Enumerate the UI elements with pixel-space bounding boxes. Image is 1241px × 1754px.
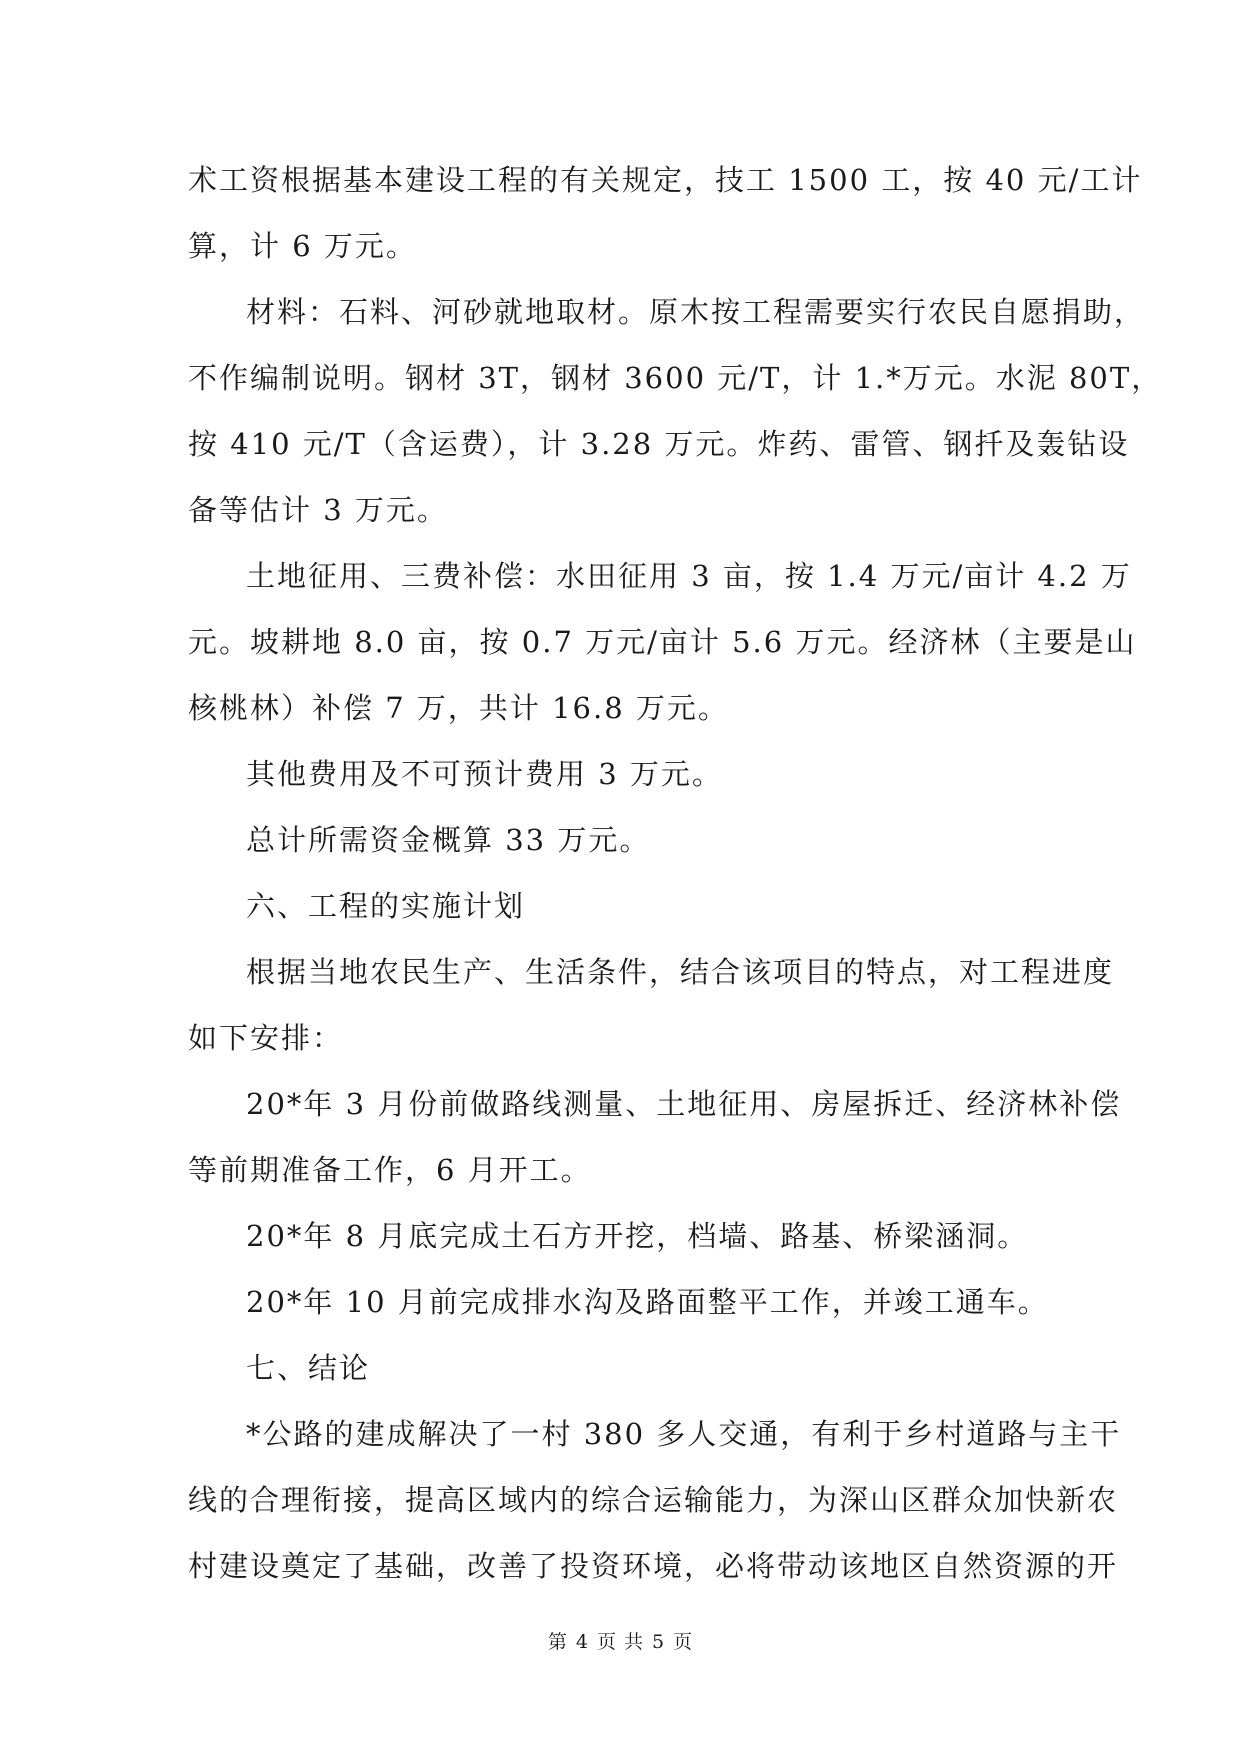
- page-footer: [0, 1630, 1241, 1654]
- text-line: 术工资根据基本建设工程的有关规定，技工 1500 工，按 40 元/工计: [188, 163, 1143, 197]
- text-line: 村建设奠定了基础，改善了投资环境，必将带动该地区自然资源的开: [188, 1549, 1119, 1583]
- current-page-number: 4: [575, 1631, 589, 1653]
- text-line: 其他费用及不可预计费用 3 万元。: [246, 757, 723, 791]
- section-heading: 六、工程的实施计划: [246, 889, 526, 923]
- page-label-prefix: 第: [547, 1631, 568, 1653]
- section-heading: 七、结论: [246, 1351, 371, 1385]
- total-pages-number: 5: [652, 1631, 666, 1653]
- text-line: 如下安排：: [188, 1021, 344, 1055]
- page-label-mid: 页 共: [596, 1631, 645, 1653]
- text-line: 总计所需资金概算 33 万元。: [246, 823, 651, 857]
- text-line: 线的合理衔接，提高区域内的综合运输能力，为深山区群众加快新农: [188, 1483, 1119, 1517]
- text-line: 土地征用、三费补偿：水田征用 3 亩，按 1.4 万元/亩计 4.2 万: [246, 559, 1132, 593]
- text-line: 材料：石料、河砂就地取材。原木按工程需要实行农民自愿捐助，: [246, 295, 1146, 329]
- text-line: 等前期准备工作，6 月开工。: [188, 1153, 592, 1187]
- text-line: 算，计 6 万元。: [188, 229, 417, 263]
- text-line: 不作编制说明。钢材 3T，钢材 3600 元/T，计 1.*万元。水泥 80T，: [188, 361, 1163, 395]
- text-line: 元。坡耕地 8.0 亩，按 0.7 万元/亩计 5.6 万元。经济林（主要是山: [188, 625, 1137, 659]
- text-line: 备等估计 3 万元。: [188, 493, 448, 527]
- text-line: *公路的建成解决了一村 380 多人交通，有利于乡村道路与主干: [246, 1417, 1122, 1451]
- text-line: 20*年 3 月份前做路线测量、土地征用、房屋拆迁、经济林补偿: [246, 1087, 1122, 1121]
- text-line: 按 410 元/T（含运费），计 3.28 万元。炸药、雷管、钢扦及轰钻设: [188, 427, 1130, 461]
- text-line: 根据当地农民生产、生活条件，结合该项目的特点，对工程进度: [246, 955, 1115, 989]
- text-line: 20*年 10 月前完成排水沟及路面整平工作，并竣工通车。: [246, 1285, 1049, 1319]
- text-line: 核桃林）补偿 7 万，共计 16.8 万元。: [188, 691, 729, 725]
- page-label-suffix: 页: [673, 1631, 694, 1653]
- text-line: 20*年 8 月底完成土石方开挖，档墙、路基、桥梁涵洞。: [246, 1219, 1029, 1253]
